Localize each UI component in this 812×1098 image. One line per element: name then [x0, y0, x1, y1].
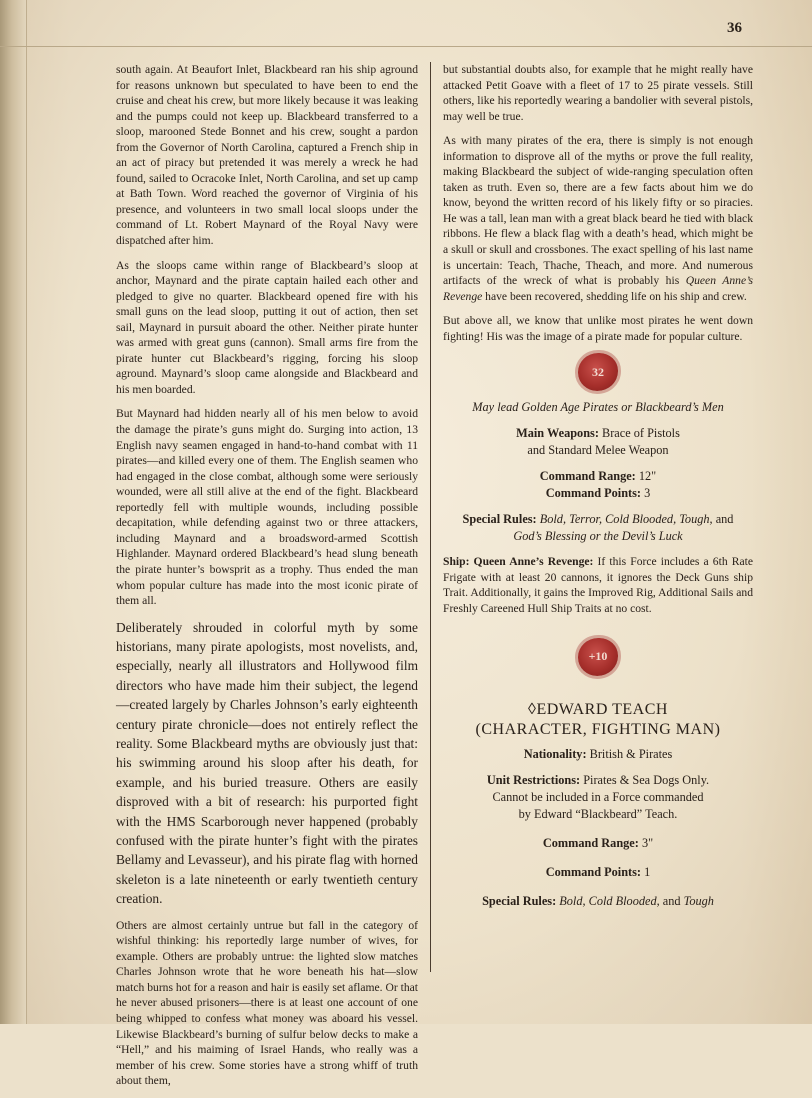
special-rules [443, 511, 753, 545]
command-range [443, 835, 753, 852]
special-rules-value: God’s Blessing or the Devil’s Luck [513, 529, 683, 544]
paragraph: But Maynard had hidden nearly all of his men below to avoid the damage the pirate’s guns might do. Surging into action, 13 English navy seamen engaged in hand-to-hand combat with 11 pirates—and killed every one of them. The English seamen who had engaged in the close combat, although some were seriously wounded, were all still alive at the end of the fight. Blackbeard reportedly fell with multiple wounds, including possible decapitation, while defending against two or three attackers, including Maynard and a broadsword-armed Scottish Highlander. Maynard ordered Blackbeard’s head slung beneath the pirate hunter’s bowsprit as a trophy. Thus ended the man whom popular culture has made into the most iconic pirate of them all. [116, 407, 418, 608]
paragraph-large: Deliberately shrouded in colorful myth by some historians, many pirate apologists, most novelists, and, especially, nearly all illustrators and Hollywood film directors who have made him their subject, the legend—created largely by Charles Johnson’s early eighteenth century pirate chronicle—does not entirely reflect the reality. Some Blackbeard myths are obviously just that: his swimming around his sloop after his death, for example, and his buried treasure. Others are easily disproved with a bit of research: his purported fight with the HMS Scarborough never happened (probably confused with the pirate hunter’s fight with the pirates Bellamy and Levasseur), and his pirate flag with horned skeleton is a late nineteenth or early twentieth century creation. [116, 619, 418, 907]
special-rules-label: Special Rules: [462, 512, 537, 527]
command-range-label: Command Range: [542, 835, 639, 850]
character-title-line: (CHARACTER, FIGHTING MAN) [475, 720, 721, 738]
special-rules-value: Bold, Terror, Cold Blooded, Tough, [539, 512, 713, 527]
main-weapons-label: Main Weapons: [516, 426, 599, 441]
paragraph: Others are almost certainly untrue but fall in the category of wishful thinking: his reportedly large number of wives, for example. Others are probably untrue: the lighted slow matches Charles Johnson wrote that he wore beneath his hat—slow match burns hot for a reason and hair is easily set aflame. Or that he never abused prisoners—there is at least one account of one being whipped to confess what money was aboard his vessel. Likewise Blackbeard’s burning of sulfur below decks to make a “Hell,” and his maiming of Israel Hands, who really was a member of his crew. Some stories have a strong whiff of truth about them, [116, 918, 418, 1088]
header-rule [0, 46, 812, 47]
paragraph: But above all, we know that unlike most pirates he went down fighting! His was the image of a pirate made for popular culture. [443, 314, 753, 343]
command-range [443, 468, 753, 485]
command-points-label: Command Points: [545, 486, 642, 501]
page-number: 36 [727, 20, 742, 36]
paragraph: As the sloops came within range of Blackbeard’s sloop at anchor, Maynard and the pirate captain hailed each other and pledged to give no quarter. Blackbeard opened fire with his small guns on the lead sloop, putting it out of action, then set sail, Maynard in pursuit aboard the other. Neither pirate hunter was armed with great guns (cannon). Small arms fire from the pirate hunter cut Blackbeard’s rigging, forcing his sloop aground. Maynard’s sloop came alongside and Blackbeard and his men boarded. [116, 258, 418, 396]
special-rules-and: and [715, 512, 734, 527]
column-divider [430, 62, 431, 972]
paragraph-text: have been recovered, shedding life on his ship and crew. [485, 289, 747, 303]
paragraph [443, 133, 753, 304]
main-weapons-value: and Standard Melee Weapon [527, 443, 669, 458]
command-range-value: 3" [641, 835, 654, 850]
points-seal-container [443, 638, 753, 676]
wax-seal-points-badge: 32 [578, 353, 618, 391]
unit-restrictions-label: Unit Restrictions: [486, 772, 581, 787]
ship-name: Queen Anne’s Revenge [443, 274, 753, 303]
right-column [443, 62, 753, 919]
special-rules-label: Special Rules: [482, 893, 557, 908]
paragraph: but substantial doubts also, for example that he might really have attacked Petit Goave with a fleet of 17 to 25 pirate vessels. Still others, like his reportedly wearing a bandolier with several pistols, may well be true. [443, 63, 753, 123]
may-lead-text: May lead Golden Age Pirates or Blackbeard’s Men [472, 400, 724, 415]
command-points [443, 864, 753, 881]
special-rules-and: and [662, 893, 681, 908]
main-weapons-value: Brace of Pistols [602, 426, 680, 441]
unit-restrictions-value: Cannot be included in a Force commanded [492, 789, 704, 804]
special-rules [443, 893, 753, 910]
command-range-label: Command Range: [539, 469, 636, 484]
command-points-value: 3 [644, 486, 651, 501]
wax-seal-points-badge: +10 [578, 638, 618, 676]
ship-rule-label: Ship: Queen Anne’s Revenge: [443, 555, 594, 569]
special-rules-value: Bold, Cold Blooded, [559, 893, 660, 908]
unit-restrictions-value: Pirates & Sea Dogs Only. [583, 772, 710, 787]
special-rules-value: Tough [683, 893, 714, 908]
command-points [443, 485, 753, 502]
nationality-label: Nationality: [523, 746, 587, 761]
character-title [443, 700, 753, 740]
unit-restrictions-value: by Edward “Blackbeard” Teach. [518, 806, 678, 821]
main-weapons [443, 425, 753, 459]
command-points-label: Command Points: [545, 864, 642, 879]
ship-rule [443, 554, 753, 616]
nationality-value: British & Pirates [589, 746, 673, 761]
unit-restrictions [443, 772, 753, 823]
nationality [443, 746, 753, 763]
command-points-value: 1 [644, 864, 651, 879]
character-title-line: ◊EDWARD TEACH [528, 700, 668, 718]
book-binding-edge [0, 0, 27, 1024]
left-column [116, 62, 418, 1098]
paragraph: south again. At Beaufort Inlet, Blackbeard ran his ship aground for reasons unknown but speculated to have been to end the cruise and cheat his crew, but more likely because it was leaking and the pumps could not keep up. Blackbeard transferred to a sloop, marooned Stede Bonnet and his crew, sought a pardon from the Governor of North Carolina, captured a French ship in an act of piracy but pretended it was merely a wreck he had found, sailed to Ocracoke Inlet, North Carolina, and set up camp at Bath Town. Word reached the governor of Virginia of his presence, and volunteers in two small local sloops under the command of Lt. Robert Maynard of the Royal Navy were dispatched after him. [116, 63, 418, 248]
command-range-value: 12" [638, 469, 657, 484]
points-seal-container [443, 353, 753, 391]
ship-rule-text: If this Force includes a 6th Rate Frigate with at least 20 cannons, it ignores the Deck Guns ship Trait. Additionally, it gains the Improved Rig, Additional Sails and Freshly Careened Hull Ship Traits at no cost. [443, 555, 753, 615]
paragraph-text: As with many pirates of the era, there is simply is not enough information to disprove all of the myths or prove the full reality, making Blackbeard the subject of wide-ranging speculation often taken as truth. Even so, there are a few facts about him we do know, beyond the written record of his likely fifty or so piracies. He was a tall, lean man with a great black beard he tied with black ribbons. He flew a black flag with a death’s head, which might be a skull or skull and crossbones. The exact spelling of his last name is uncertain: Teach, Thache, Theach, and more. And numerous artifacts of the wreck of what is probably his [443, 134, 753, 288]
